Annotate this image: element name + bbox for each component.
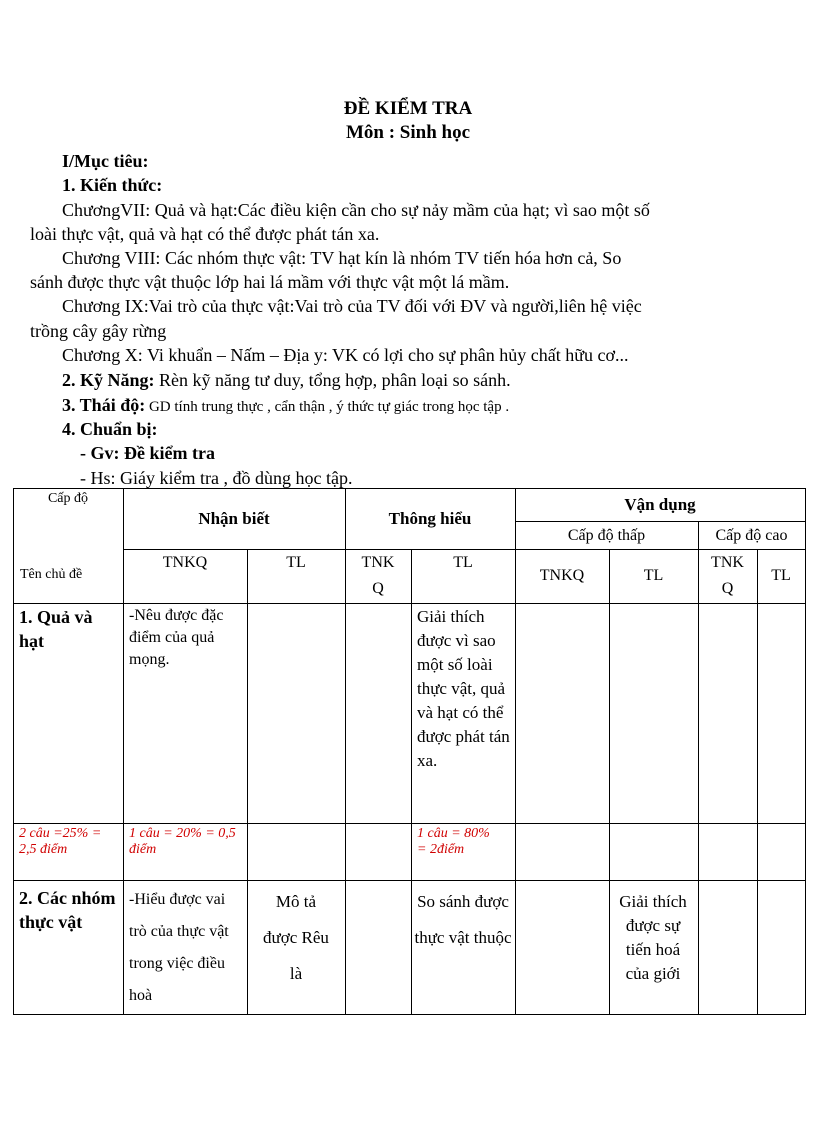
- table-col-2: [247, 549, 248, 1015]
- row1-score-nb: 1 câu = 20% = 0,5 điểm: [129, 826, 236, 857]
- chuong-8-line-2: sánh được thực vật thuộc lớp hai lá mầm với thực vật một lá mầm.: [30, 272, 510, 292]
- chuong-7-line-2: loài thực vật, quả và hạt có thể được phát tán xa.: [30, 224, 380, 244]
- row2-nhan-biet-tl: Mô tả được Rêu là: [263, 892, 329, 983]
- table-col-6: [609, 549, 610, 1015]
- nb-tnkq-header: TNKQ: [162, 554, 208, 571]
- table-border-bottom: [13, 1014, 806, 1015]
- van-dung-header: Vận dụng: [624, 495, 696, 514]
- doc-title: ĐỀ KIỂM TRA: [343, 98, 473, 119]
- kien-thuc-heading: 1. Kiến thức:: [62, 175, 163, 195]
- doc-subtitle: Môn : Sinh học: [345, 122, 471, 143]
- table-border-right: [805, 488, 806, 1015]
- gv-line: - Gv: Đề kiểm tra: [80, 443, 215, 463]
- ky-nang-label: 2. Kỹ Năng:: [62, 370, 155, 390]
- row1-score-th: 1 câu = 80% = 2điểm: [417, 826, 490, 857]
- thai-do-line: [62, 394, 509, 418]
- table-border-top: [13, 488, 806, 489]
- cap-do-cao-header: Cấp độ cao: [715, 527, 788, 544]
- row1-topic: 1. Quả và hạt: [19, 607, 93, 651]
- vdt-tnkq-header: TNKQ: [539, 567, 585, 584]
- table-col-8: [757, 549, 758, 1015]
- vdc-q-header: Q: [721, 580, 734, 597]
- row2-van-dung: Giải thích được sự tiến hoá của giới: [619, 892, 687, 983]
- th-tnk-header: TNK: [361, 554, 395, 571]
- thai-do-label: 3. Thái độ:: [62, 395, 146, 415]
- row1-thong-hieu: Giải thích được vì sao một số loài thực vật, quả và hạt có thể được phát tán xa.: [417, 607, 510, 770]
- ky-nang-text: Rèn kỹ năng tư duy, tổng hợp, phân loại so sánh.: [154, 370, 511, 390]
- table-line-r1s: [13, 880, 806, 881]
- table-line-subhead: [123, 549, 806, 550]
- th-q-header: Q: [372, 580, 384, 597]
- row2-topic: 2. Các nhóm thực vật: [19, 888, 116, 932]
- chuong-8-line-1: Chương VIII: Các nhóm thực vật: TV hạt kín là nhóm TV tiến hóa hơn cả, So: [62, 248, 622, 268]
- cap-do-thap-header: Cấp độ thấp: [567, 527, 646, 544]
- vdc-tl-header: TL: [771, 567, 791, 584]
- table-border-left: [13, 488, 14, 1015]
- ky-nang-line: [62, 369, 511, 391]
- nhan-biet-header: Nhận biết: [198, 509, 270, 528]
- chuan-bi-heading: 4. Chuẩn bị:: [62, 419, 158, 439]
- ten-chu-de-label: Tên chủ đề: [20, 567, 83, 582]
- table-line-header-bottom: [13, 603, 806, 604]
- table-line-r1: [13, 823, 806, 824]
- vdt-tl-header: TL: [643, 567, 664, 584]
- cap-do-label: Cấp độ: [47, 491, 89, 506]
- nb-tl-header: TL: [286, 554, 306, 571]
- thai-do-text: GD tính trung thực , cẩn thận , ý thức tự giác trong học tập .: [145, 399, 510, 415]
- row2-thong-hieu: So sánh được thực vật thuộc: [414, 892, 512, 947]
- chuong-7-line-1: ChươngVII: Quả và hạt:Các điều kiện cần cho sự nảy mầm của hạt; vì sao một số: [62, 200, 650, 220]
- vdc-tnk-header: TNK: [711, 554, 744, 571]
- row2-nhan-biet: -Hiểu được vai trò của thực vật trong việc điều hoà: [129, 891, 229, 1004]
- th-tl-header: TL: [453, 554, 473, 571]
- chuong-9-line-2: trồng cây gây rừng: [30, 321, 167, 341]
- row1-score-topic: 2 câu =25% = 2,5 điểm: [19, 826, 102, 857]
- hs-line: - Hs: Giáy kiểm tra , đồ dùng học tập.: [80, 468, 353, 488]
- table-col-4: [411, 549, 412, 1015]
- chuong-10-line: Chương X: Vi khuẩn – Nấm – Địa y: VK có lợi cho sự phân hủy chất hữu cơ...: [62, 345, 629, 365]
- table-line-vandung: [515, 521, 806, 522]
- chuong-9-line-1: Chương IX:Vai trò của thực vật:Vai trò của TV đối với ĐV và người,liên hệ việc: [62, 296, 642, 316]
- row1-nhan-biet: -Nêu được đặc điểm của quả mọng.: [129, 607, 224, 668]
- thong-hieu-header: Thông hiểu: [388, 509, 472, 528]
- muc-tieu-heading: I/Mục tiêu:: [62, 151, 149, 171]
